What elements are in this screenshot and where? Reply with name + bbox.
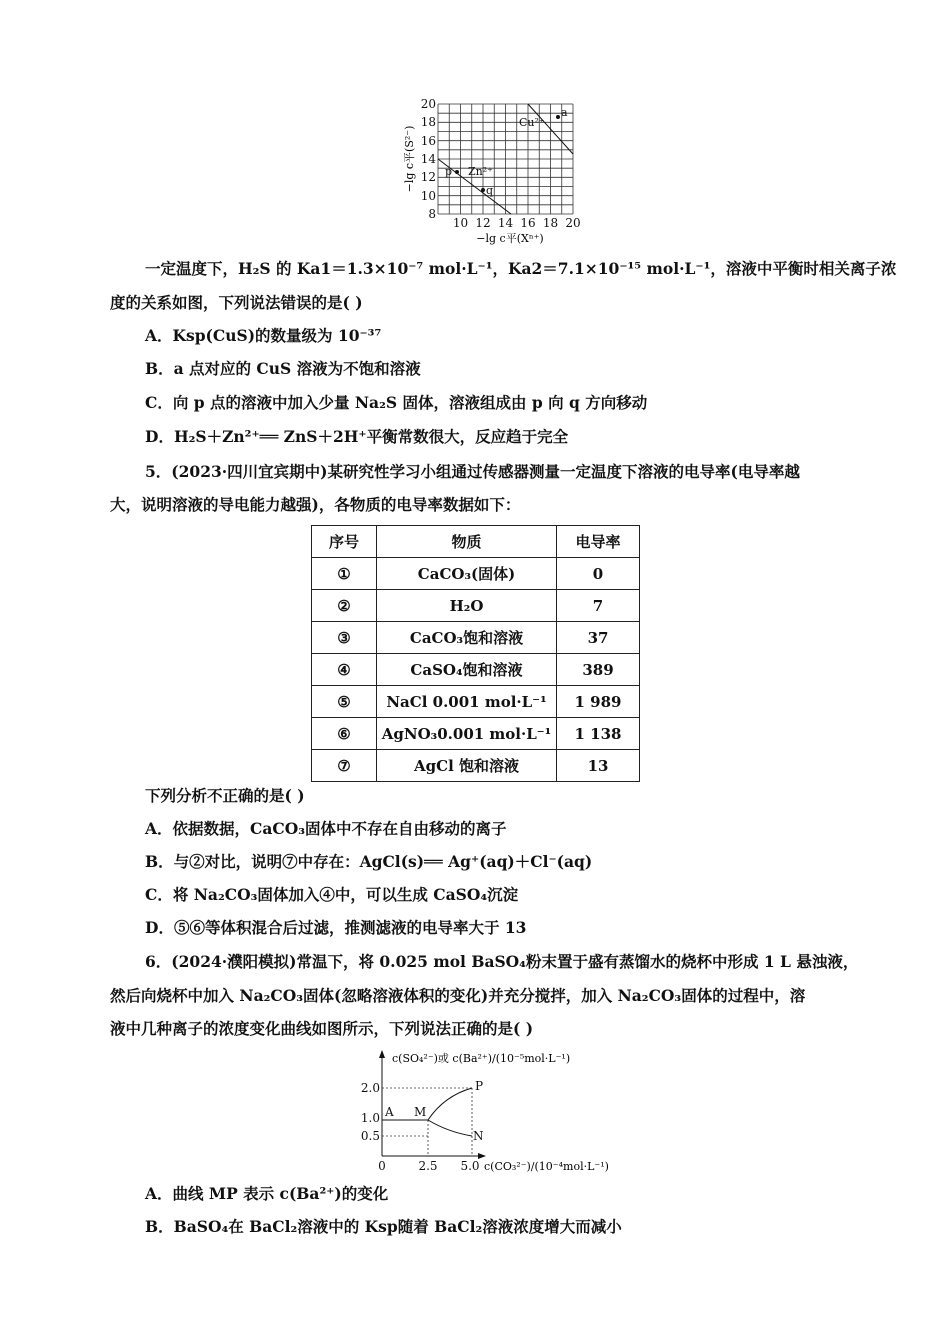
table-cell: ②: [312, 590, 377, 622]
y-tick: 20: [420, 97, 436, 111]
table-header: 电导率: [557, 526, 640, 558]
table-row: [312, 686, 640, 718]
q4-stem-line2: 度的关系如图，下列说法错误的是( ): [110, 293, 363, 312]
x-tick: 12: [475, 216, 491, 230]
q4-option-b: B．a 点对应的 CuS 溶液为不饱和溶液: [145, 359, 421, 378]
table-cell: NaCl 0.001 mol·L⁻¹: [377, 686, 557, 718]
label-p: P: [475, 1079, 484, 1093]
q6-stem-line2: 然后向烧杯中加入 Na₂CO₃固体(忽略溶液体积的变化)并充分搅拌，加入 Na₂CO₃固体的过程中，溶: [110, 986, 806, 1005]
table-row: [312, 654, 640, 686]
table-cell: AgNO₃0.001 mol·L⁻¹: [377, 718, 557, 750]
table-row: [312, 750, 640, 782]
curve-mp: [428, 1088, 472, 1120]
table-cell: 0: [557, 558, 640, 590]
label-n: N: [473, 1129, 484, 1143]
q4-option-d: D．H₂S＋Zn²⁺══ ZnS＋2H⁺平衡常数很大，反应趋于完全: [145, 427, 569, 446]
table-cell: CaCO₃(固体): [377, 558, 557, 590]
y-tick: 18: [420, 115, 436, 129]
x-tick: 18: [542, 216, 559, 230]
q6-option-b: B．BaSO₄在 BaCl₂溶液中的 Ksp随着 BaCl₂溶液浓度增大而减小: [145, 1217, 622, 1236]
q5-question: 下列分析不正确的是( ): [145, 786, 305, 805]
q4-option-a: A．Ksp(CuS)的数量级为 10⁻³⁷: [145, 326, 382, 345]
table-cell: AgCl 饱和溶液: [377, 750, 557, 782]
label-q: q: [486, 184, 494, 197]
label-a: A: [385, 1105, 394, 1119]
table-row: [312, 622, 640, 654]
table-header: 物质: [377, 526, 557, 558]
table-row: [312, 590, 640, 622]
label-cu: Cu²⁺: [519, 116, 545, 129]
grid: [438, 104, 573, 214]
table-cell: ①: [312, 558, 377, 590]
q5-option-b: B．与②对比，说明⑦中存在：AgCl(s)══ Ag⁺(aq)＋Cl⁻(aq): [145, 852, 593, 871]
label-zn: Zn²⁺: [468, 165, 493, 178]
table-cell: ⑥: [312, 718, 377, 750]
y-tick: 1.0: [360, 1111, 380, 1125]
y-axis-label: c(SO₄²⁻)或 c(Ba²⁺)/(10⁻⁵mol·L⁻¹): [392, 1052, 571, 1065]
table-row: [312, 558, 640, 590]
q4-stem-line1: 一定温度下，H₂S 的 Ka1＝1.3×10⁻⁷ mol·L⁻¹，Ka2＝7.1×10⁻¹⁵ mol·L⁻¹，溶液中平衡时相关离子浓: [145, 259, 897, 278]
point-a: [556, 115, 560, 119]
x-tick: 14: [497, 216, 514, 230]
x-tick: 5.0: [460, 1159, 480, 1173]
y-tick: 0.5: [360, 1129, 380, 1143]
table-cell: 389: [557, 654, 640, 686]
table-cell: 1 138: [557, 718, 640, 750]
table-row: [312, 718, 640, 750]
table-cell: 1 989: [557, 686, 640, 718]
table-cell: CaCO₃饱和溶液: [377, 622, 557, 654]
q6-option-a: A．曲线 MP 表示 c(Ba²⁺)的变化: [145, 1184, 389, 1203]
y-tick: 14: [420, 152, 436, 166]
table-cell: 7: [557, 590, 640, 622]
q6-stem-line3: 液中几种离子的浓度变化曲线如图所示，下列说法正确的是( ): [110, 1019, 534, 1038]
table-cell: H₂O: [377, 590, 557, 622]
x-tick: 16: [520, 216, 536, 230]
y-axis-label: −lg c平(S²⁻): [403, 125, 416, 193]
table-cell: ⑦: [312, 750, 377, 782]
x-tick: 10: [452, 216, 469, 230]
figure-1-grid-chart: [395, 96, 595, 248]
curve-mn: [428, 1120, 472, 1136]
q5-option-a: A．依据数据，CaCO₃固体中不存在自由移动的离子: [145, 819, 507, 838]
x-tick: 0: [378, 1159, 386, 1173]
table-cell: ④: [312, 654, 377, 686]
table-cell: ⑤: [312, 686, 377, 718]
y-tick: 8: [428, 207, 436, 221]
label-a: a: [561, 106, 568, 119]
q6-stem-line1: 6．(2024·濮阳模拟)常温下，将 0.025 mol BaSO₄粉末置于盛有蒸馏水的烧杯中形成 1 L 悬浊液，: [145, 952, 859, 971]
x-tick: 20: [565, 216, 581, 230]
label-p: p: [445, 165, 453, 178]
q5-stem-line2: 大，说明溶液的导电能力越强)，各物质的电导率数据如下：: [110, 495, 521, 514]
y-tick: 10: [420, 189, 436, 203]
y-tick: 2.0: [360, 1081, 380, 1095]
x-axis-label: c(CO₃²⁻)/(10⁻⁴mol·L⁻¹): [484, 1160, 609, 1173]
q4-option-c: C．向 p 点的溶液中加入少量 Na₂S 固体，溶液组成由 p 向 q 方向移动: [145, 393, 648, 412]
figure-2-concentration-chart: [352, 1048, 632, 1176]
point-q: [481, 188, 485, 192]
label-m: M: [414, 1105, 427, 1119]
table-cell: 37: [557, 622, 640, 654]
conductivity-table: [311, 525, 640, 782]
y-tick: 12: [420, 170, 436, 184]
table-cell: 13: [557, 750, 640, 782]
y-tick: 16: [420, 134, 436, 148]
q5-option-c: C．将 Na₂CO₃固体加入④中，可以生成 CaSO₄沉淀: [145, 885, 519, 904]
q5-stem-line1: 5．(2023·四川宜宾期中)某研究性学习小组通过传感器测量一定温度下溶液的电导率(电导率越: [145, 462, 800, 481]
point-p: [455, 170, 459, 174]
table-header-row: [312, 526, 640, 558]
table-header: 序号: [312, 526, 377, 558]
table-cell: ③: [312, 622, 377, 654]
x-axis-label: −lg c平(Xⁿ⁺): [476, 232, 544, 245]
table-cell: CaSO₄饱和溶液: [377, 654, 557, 686]
q5-option-d: D．⑤⑥等体积混合后过滤，推测滤液的电导率大于 13: [145, 918, 527, 937]
x-tick: 2.5: [418, 1159, 438, 1173]
